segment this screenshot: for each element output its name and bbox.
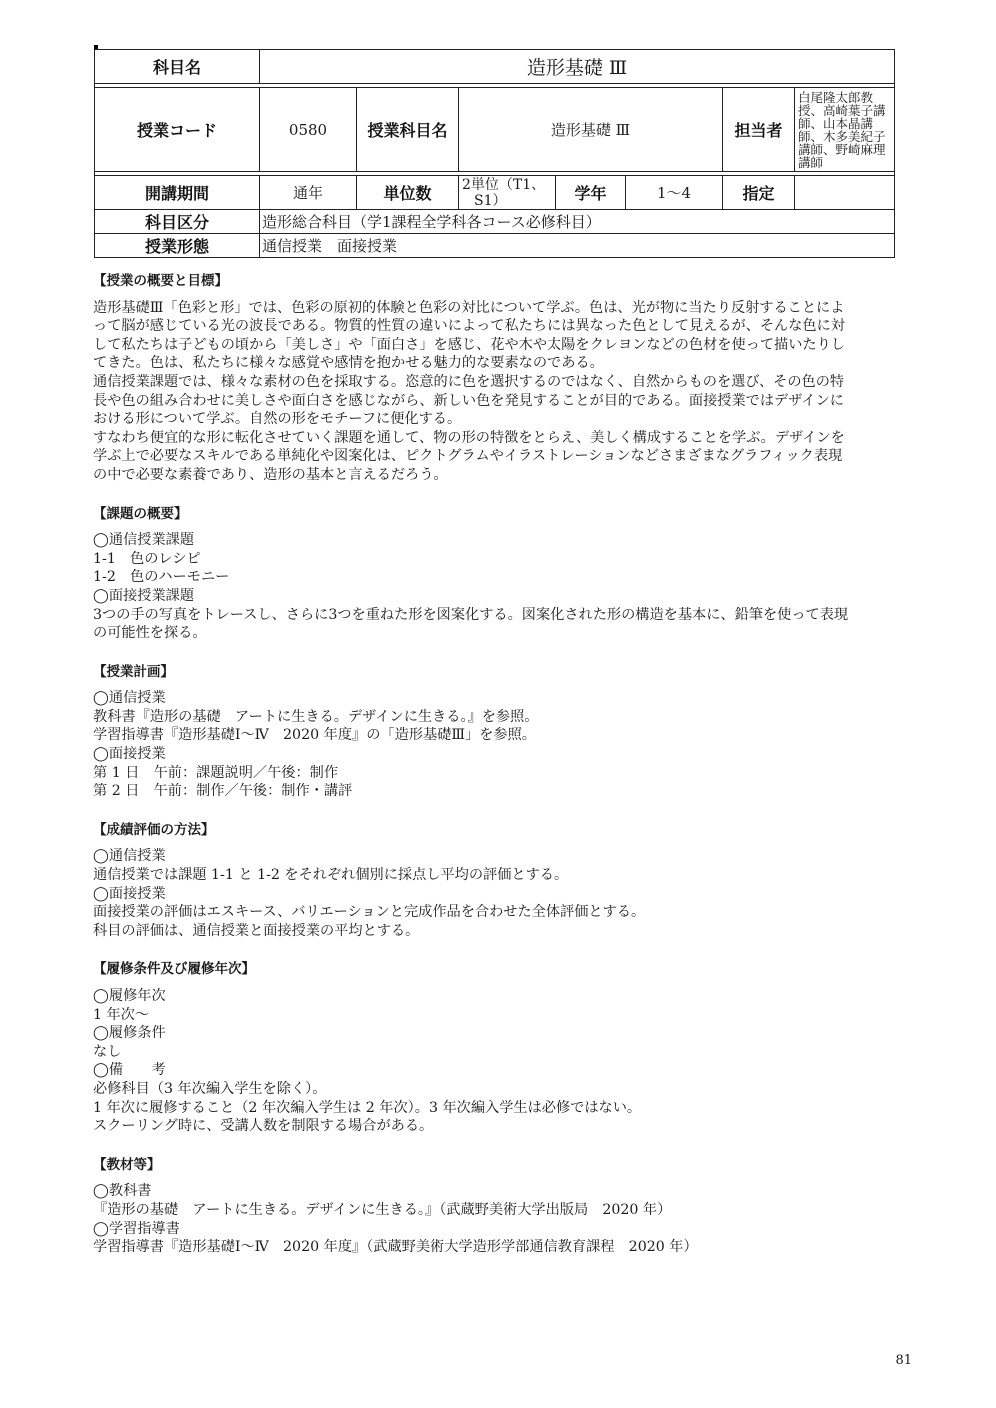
assignments-body: [93, 531, 893, 643]
class-name-value: 造形基礎 Ⅲ: [459, 88, 723, 172]
overview-body: [93, 299, 893, 485]
category-label: 科目区分: [95, 210, 260, 234]
materials-line: ◯学習指導書: [93, 1220, 180, 1237]
assignments-line: ◯通信授業課題: [93, 532, 195, 549]
overview-line: 通信授業課題では、様々な素材の色を採取する。恣意的に色を選択するのではなく、自然からものを選び、その色の特: [93, 373, 845, 390]
evaluation-line: 面接授業の評価はエスキース、バリエーションと完成作品を合わせた全体評価とする。: [93, 904, 646, 921]
overview-line: って脳が感じている光の波長である。物質的性質の違いによって私たちには異なった色として見えるが、そんな色に対: [93, 318, 845, 335]
materials-section: [93, 1156, 893, 1257]
assignments-line: ◯面接授業課題: [93, 587, 195, 604]
requirements-heading: 【履修条件及び履修年次】: [93, 961, 255, 978]
assignments-line: 1-1 色のレシピ: [93, 550, 201, 567]
materials-heading: 【教材等】: [93, 1156, 161, 1173]
overview-line: の中で必要な素養であり、造形の基本と言えるだろう。: [93, 466, 448, 483]
evaluation-line: 科目の評価は、通信授業と面接授業の平均とする。: [93, 922, 420, 939]
evaluation-section: [93, 821, 893, 941]
instructor-value: 白尾隆太郎教授、高崎葉子講師、山本晶講師、木多美紀子講師、野崎麻理講師: [795, 88, 895, 172]
format-value: 通信授業 面接授業: [260, 234, 895, 258]
plan-line: 第 2 日 午前：制作／午後：制作・講評: [93, 783, 353, 800]
assignments-line: 3つの手の写真をトレースし、さらに3つを重ねた形を図案化する。図案化された形の構造を基本に、鉛筆を使って表現: [93, 606, 849, 623]
overview-line: 学ぶ上で必要なスキルである単純化や図案化は、ピクトグラムやイラストレーションなどさまざまなグラフィック表現: [93, 448, 843, 465]
requirements-line: 必修科目（3 年次編入学生を除く）。: [93, 1080, 327, 1097]
overview-line: おける形について学ぶ。自然の形をモチーフに便化する。: [93, 411, 462, 428]
overview-heading: 【授業の概要と目標】: [93, 273, 228, 289]
requirements-line: ◯備 考: [93, 1062, 166, 1079]
page-number: 81: [895, 1353, 912, 1368]
units-line-1: 2単位（T1、: [462, 176, 546, 193]
units-label: 単位数: [357, 176, 459, 210]
subject-name-label: 科目名: [95, 50, 260, 84]
evaluation-line: 通信授業では課題 1-1 と 1-2 をそれぞれ個別に採点し平均の評価とする。: [93, 867, 569, 884]
plan-line: ◯面接授業: [93, 746, 166, 763]
class-name-label: 授業科目名: [357, 88, 459, 172]
designation-label: 指定: [723, 176, 795, 210]
requirements-line: スクーリング時に、受講人数を制限する場合がある。: [93, 1118, 434, 1135]
overview-line: 造形基礎Ⅲ「色彩と形」では、色彩の原初的体験と色彩の対比について学ぶ。色は、光が物に当たり反射することによ: [93, 299, 845, 316]
plan-line: ◯通信授業: [93, 690, 166, 707]
requirements-section: [93, 960, 893, 1135]
evaluation-line: ◯通信授業: [93, 848, 166, 865]
overview-line: 長や色の組み合わせに美しさや面白さを感じながら、新しい色を発見することが目的である。面接授業ではデザインに: [93, 392, 844, 409]
units-value: [459, 176, 556, 210]
materials-line: ◯教科書: [93, 1183, 152, 1200]
materials-line: 学習指導書『造形基礎Ⅰ〜Ⅳ 2020 年度』（武蔵野美術大学造形学部通信教育課程 2020 年）: [93, 1239, 698, 1256]
subject-name-value: 造形基礎 Ⅲ: [260, 50, 895, 84]
year-value: 1〜4: [626, 176, 723, 210]
overview-line: てきた。色は、私たちに様々な感覚や感情を抱かせる魅力的な要素なのである。: [93, 355, 604, 372]
materials-line: 『造形の基礎 アートに生きる。デザインに生きる。』（武蔵野美術大学出版局 2020 年）: [93, 1201, 672, 1218]
year-label: 学年: [556, 176, 626, 210]
assignments-line: の可能性を探る。: [93, 625, 207, 642]
assignments-heading: 【課題の概要】: [93, 505, 188, 522]
assignments-line: 1-2 色のハーモニー: [93, 569, 230, 586]
requirements-body: [93, 987, 893, 1136]
materials-body: [93, 1182, 893, 1256]
evaluation-body: [93, 847, 893, 940]
requirements-line: ◯履修年次: [93, 988, 166, 1004]
plan-line: 第 1 日 午前：課題説明／午後：制作: [93, 764, 339, 781]
units-line-2: S1）: [474, 192, 507, 209]
class-code-value: 0580: [260, 88, 357, 172]
requirements-line: ◯履修条件: [93, 1025, 166, 1042]
overview-section: [93, 272, 893, 485]
assignments-section: [93, 505, 893, 643]
designation-value: [795, 176, 895, 210]
instructor-label: 担当者: [723, 88, 795, 172]
requirements-line: 1 年次に履修すること（2 年次編入学生は 2 年次）。3 年次編入学生は必修ではない。: [93, 1099, 642, 1116]
overview-line: すなわち便宜的な形に転化させていく課題を通して、物の形の特徴をとらえ、美しく構成することを学ぶ。デザインを: [93, 429, 845, 446]
format-label: 授業形態: [95, 234, 260, 258]
evaluation-line: ◯面接授業: [93, 885, 166, 902]
course-info-table: [94, 49, 895, 258]
plan-line: 教科書『造形の基礎 アートに生きる。デザインに生きる。』を参照。: [93, 708, 539, 725]
plan-section: [93, 663, 893, 801]
plan-heading: 【授業計画】: [93, 663, 174, 680]
syllabus-content: [93, 272, 893, 1277]
period-label: 開講期間: [95, 176, 260, 210]
plan-line: 学習指導書『造形基礎Ⅰ〜Ⅳ 2020 年度』の「造形基礎Ⅲ」を参照。: [93, 727, 536, 744]
requirements-line: なし: [93, 1043, 122, 1060]
class-code-label: 授業コード: [95, 88, 260, 172]
plan-body: [93, 689, 893, 801]
category-value: 造形総合科目（学1課程全学科各コース必修科目）: [260, 210, 895, 234]
overview-line: して私たちは子どもの頃から「美しさ」や「面白さ」を感じ、花や木や太陽をクレヨンなどの色材を使って描いたりし: [93, 336, 845, 353]
period-value: 通年: [260, 176, 357, 210]
requirements-line: 1 年次〜: [93, 1006, 150, 1023]
evaluation-heading: 【成績評価の方法】: [93, 821, 215, 838]
